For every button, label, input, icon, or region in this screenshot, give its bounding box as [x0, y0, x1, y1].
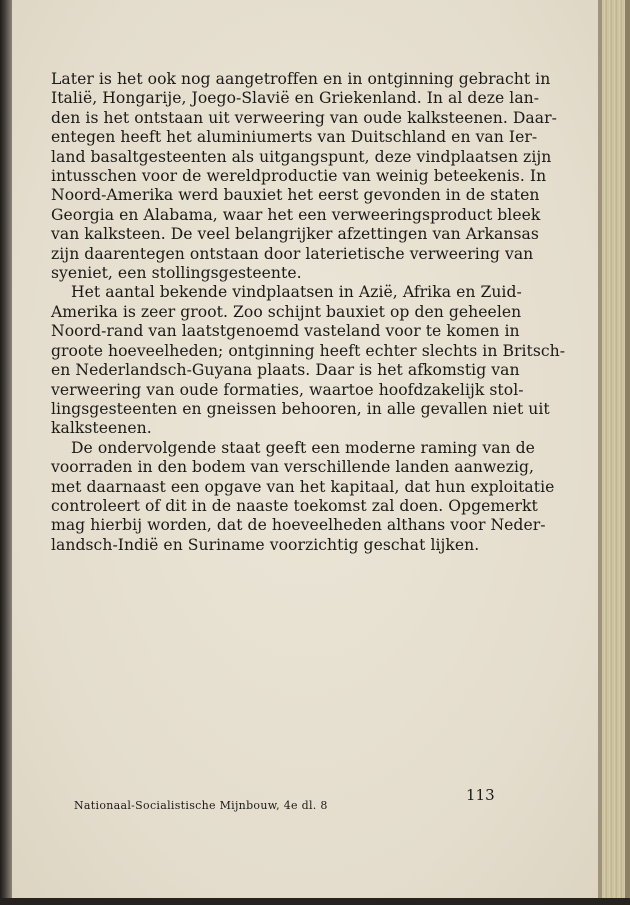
text-line: entegen heeft het aluminiumerts van Duitschland en van Ier-	[51, 128, 538, 147]
text-line: verweering van oude formaties, waartoe hoofdzakelijk stol-	[51, 380, 524, 399]
text-line: controleert of dit in de naaste toekomst zal doen. Opgemerkt	[51, 496, 538, 515]
text-line: syeniet, een stollingsgesteente.	[51, 264, 302, 283]
text-line: intusschen voor de wereldproductie van weinig beteekenis. In	[51, 167, 547, 186]
paragraph-3	[51, 438, 555, 555]
text-line: Noord-rand van laatstgenoemd vasteland voor te komen in	[51, 322, 520, 341]
text-line: Later is het ook nog aangetroffen en in ontginning gebracht in	[51, 70, 551, 88]
bottom-edge	[0, 898, 630, 905]
text-line: en Nederlandsch-Guyana plaats. Daar is het afkomstig van	[51, 361, 520, 380]
body-text	[51, 70, 566, 555]
paragraph-2	[51, 283, 566, 438]
text-line: Italië, Hongarije, Joego-Slavië en Griekenland. In al deze lan-	[51, 89, 540, 108]
text-line: Amerika is zeer groot. Zoo schijnt bauxiet op den geheelen	[51, 302, 522, 321]
text-line: kalksteenen.	[51, 419, 152, 438]
text-line: De ondervolgende staat geeft een moderne raming van de	[71, 438, 535, 457]
text-line: van kalksteen. De veel belangrijker afzettingen van Arkansas	[51, 225, 539, 244]
text-line: mag hierbij worden, dat de hoeveelheden althans voor Neder-	[51, 516, 546, 535]
text-line: Georgia en Alabama, waar het een verweeringsproduct bleek	[51, 205, 541, 224]
page-number: 113	[466, 786, 495, 804]
text-line: groote hoeveelheden; ontginning heeft echter slechts in Britsch-	[51, 341, 566, 360]
text-line: Het aantal bekende vindplaatsen in Azië, Afrika en Zuid-	[71, 283, 522, 302]
text-line: den is het ontstaan uit verweering van oude kalksteenen. Daar-	[51, 108, 557, 127]
book-spine-edge	[0, 0, 12, 905]
text-line: landsch-Indië en Suriname voorzichtig geschat lijken.	[51, 535, 480, 554]
text-line: met daarnaast een opgave van het kapitaal, dat hun exploitatie	[51, 477, 555, 496]
page-stack-edge	[598, 0, 630, 905]
text-line: voorraden in den bodem van verschillende landen aanwezig,	[51, 458, 535, 477]
text-line: Noord-Amerika werd bauxiet het eerst gevonden in de staten	[51, 186, 540, 205]
text-line: lingsgesteenten en gneissen behooren, in alle gevallen niet uit	[51, 399, 550, 418]
paragraph-1	[51, 70, 557, 283]
signature-footer: Nationaal-Socialistische Mijnbouw, 4e dl. 8	[74, 799, 328, 812]
text-line: zijn daarentegen ontstaan door laterietische verweering van	[51, 244, 534, 263]
text-line: land basaltgesteenten als uitgangspunt, deze vindplaatsen zijn	[51, 147, 552, 166]
